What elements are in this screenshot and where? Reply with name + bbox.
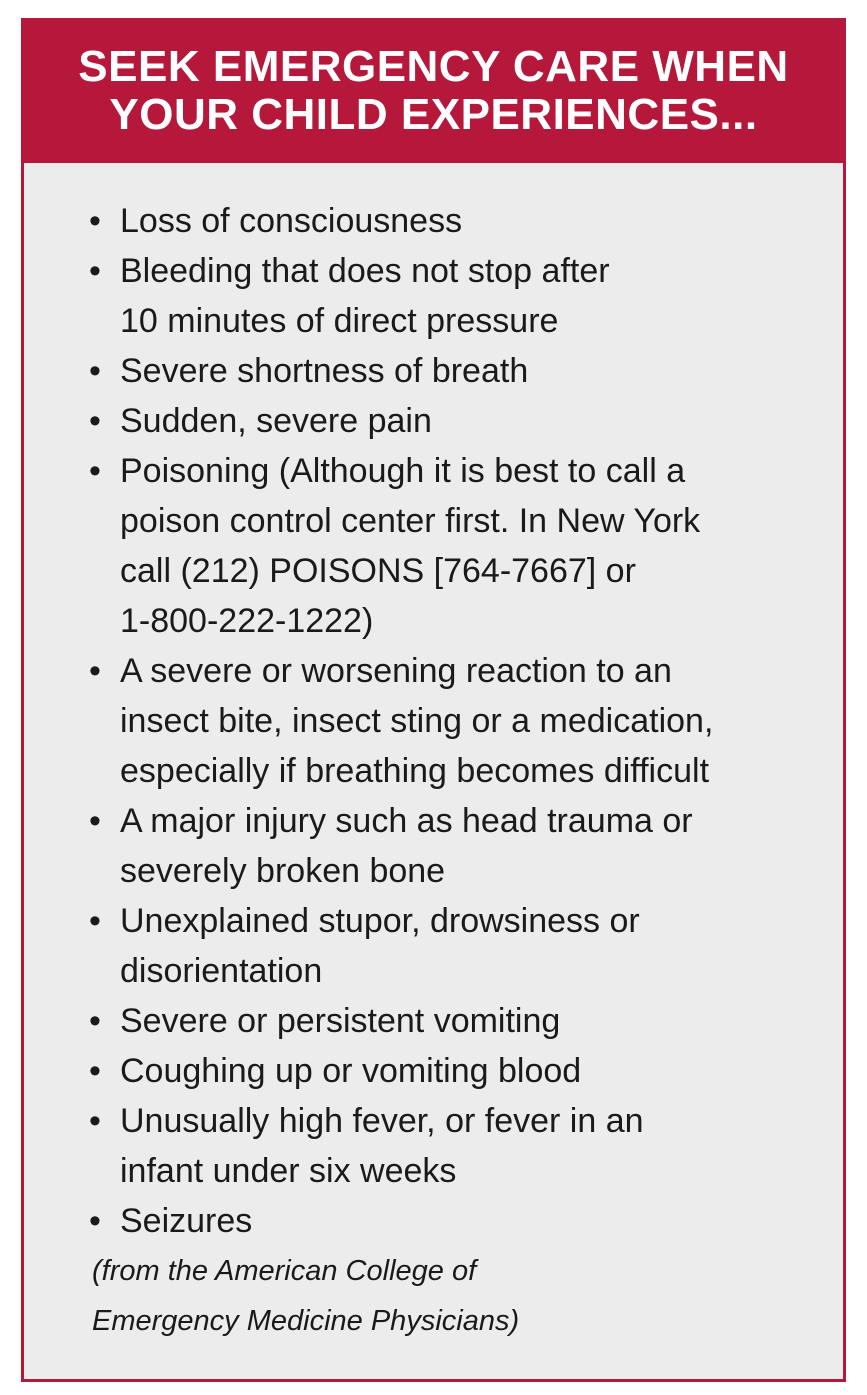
bullet-dot: •: [89, 252, 101, 290]
list-item-text: Unexplained stupor, drowsiness or: [120, 902, 640, 940]
list-item-text: Severe or persistent vomiting: [120, 1002, 561, 1040]
list-item-text: Loss of consciousness: [120, 202, 463, 240]
list-item-text: 1-800-222-1222): [120, 602, 374, 640]
list-item: [89, 1196, 789, 1246]
list-item-text: Sudden, severe pain: [120, 402, 432, 440]
list-item-text: Unusually high fever, or fever in an: [120, 1102, 644, 1140]
list-item-text: Severe shortness of breath: [120, 352, 529, 390]
list-item: [89, 246, 789, 346]
panel-header: [24, 21, 843, 163]
list-item: [89, 396, 789, 446]
bullet-dot: •: [89, 1052, 101, 1090]
bullet-dot: •: [89, 652, 101, 690]
list-item-text: Poisoning (Although it is best to call a: [120, 452, 686, 490]
list-item-text: infant under six weeks: [120, 1152, 457, 1190]
bullet-dot: •: [89, 1002, 101, 1040]
list-item: [89, 346, 789, 396]
header-title-line-1: SEEK EMERGENCY CARE WHEN: [78, 42, 789, 91]
bullet-dot: •: [89, 452, 101, 490]
list-item-text: 10 minutes of direct pressure: [120, 302, 559, 340]
list-item-text: Bleeding that does not stop after: [120, 252, 610, 290]
list-item: [89, 996, 789, 1046]
list-item-text: disorientation: [120, 952, 323, 990]
list-item: [89, 196, 789, 246]
bullet-dot: •: [89, 902, 101, 940]
source-line-1: (from the American College of: [92, 1255, 477, 1287]
source-line-2: Emergency Medicine Physicians): [92, 1305, 520, 1337]
emergency-care-panel: [21, 18, 846, 1382]
bullet-dot: •: [89, 1102, 101, 1140]
list-item: [89, 896, 789, 996]
header-title-line-2: YOUR CHILD EXPERIENCES...: [109, 90, 758, 139]
symptom-list: [89, 196, 789, 1246]
list-item-text: Coughing up or vomiting blood: [120, 1052, 582, 1090]
bullet-dot: •: [89, 402, 101, 440]
list-item: [89, 1096, 789, 1196]
list-item-text: especially if breathing becomes difficult: [120, 752, 710, 790]
list-item-text: A major injury such as head trauma or: [120, 802, 693, 840]
list-item-text: severely broken bone: [120, 852, 446, 890]
list-item: [89, 646, 789, 796]
list-item-text: insect bite, insect sting or a medication,: [120, 702, 714, 740]
bullet-dot: •: [89, 202, 101, 240]
list-item-text: Seizures: [120, 1202, 253, 1240]
list-item: [89, 446, 789, 646]
bullet-dot: •: [89, 352, 101, 390]
list-item: [89, 796, 789, 896]
list-item: [89, 1046, 789, 1096]
bullet-dot: •: [89, 802, 101, 840]
list-item-text: poison control center first. In New York: [120, 502, 701, 540]
list-item-text: A severe or worsening reaction to an: [120, 652, 672, 690]
bullet-dot: •: [89, 1202, 101, 1240]
list-item-text: call (212) POISONS [764-7667] or: [120, 552, 636, 590]
source-citation: [92, 1246, 792, 1346]
